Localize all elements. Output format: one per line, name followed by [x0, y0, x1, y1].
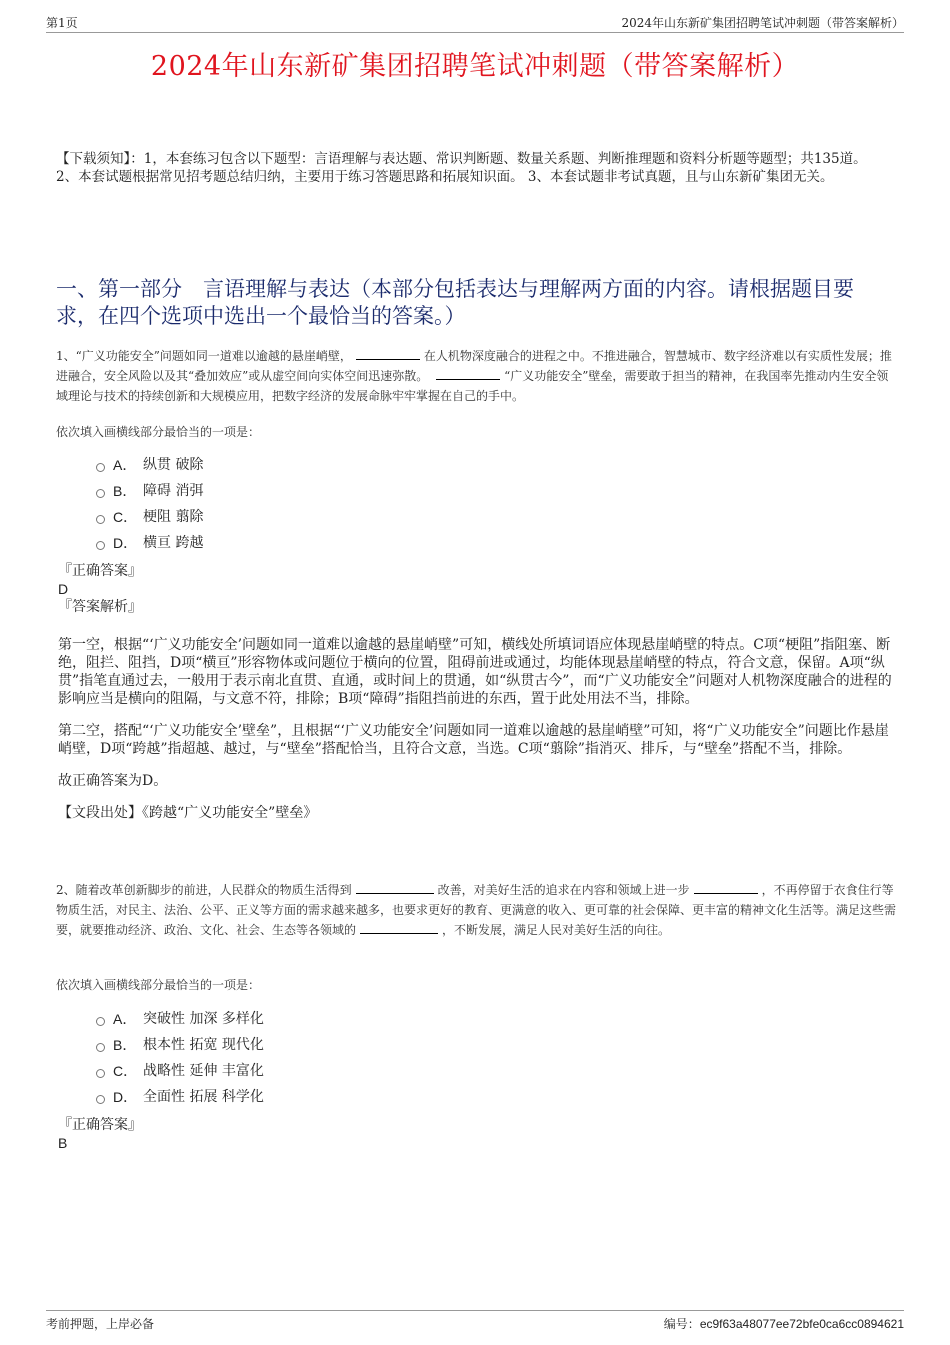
- page-footer: [46, 1310, 904, 1331]
- answer-blank: [356, 347, 420, 360]
- download-notice: 【下载须知】：1，本套练习包含以下题型：言语理解与表达题、常识判断题、数量关系题、判断推理题和资料分析题等题型；共135道。 2、本套试题根据常见招考题总结归纳，主要用于练习答题思路和拓展知识面。 3、本套试题非考试真题，且与山东新矿集团无关。: [56, 151, 867, 185]
- option-b[interactable]: B． 根本性 拓宽 现代化: [96, 1032, 264, 1058]
- radio-button[interactable]: [96, 1017, 105, 1026]
- question-2-options: [96, 1006, 264, 1110]
- correct-answer: B: [58, 1135, 68, 1151]
- analysis-label: 『答案解析』: [58, 599, 142, 615]
- header-doc-title: 2024年山东新矿集团招聘笔试冲刺题（带答案解析）: [621, 16, 904, 30]
- question-2-text: 2、随着改革创新脚步的前进，人民群众的物质生活得到 改善，对美好生活的追求在内容和领域上进一步 ，不再停留于衣食住行等物质生活，对民主、法治、公平、正义等方面的需求越来越多，也要求更好的教育、更满意的收入、更可靠的社会保障、更丰富的精神文化生活等。满足这些需要，就要推动经济、政治、文化、社会、生态等各领域的 ，不断发展，满足人民对美好生活的向往。: [56, 883, 897, 937]
- analysis-paragraph: 第二空，搭配“‘广义功能安全’壁垒”，且根据“‘广义功能安全’问题如同一道难以逾越的悬崖峭壁”可知，将“广义功能安全”问题比作悬崖峭壁，D项“跨越”指超越、越过，与“壁垒”搭配恰当，且符合文意，当选。C项“翦除”指消灭、排斥，与“壁垒”搭配不当，排除。: [58, 723, 889, 757]
- question-1-options: [96, 452, 203, 556]
- radio-button[interactable]: [96, 489, 105, 498]
- option-b[interactable]: B． 障碍 消弭: [96, 478, 203, 504]
- answer-blank: [436, 367, 500, 380]
- footer-slogan: 考前押题，上岸必备: [46, 1317, 155, 1331]
- question-1-analysis: [58, 636, 894, 836]
- question-1-answer: [58, 562, 894, 616]
- radio-button[interactable]: [96, 463, 105, 472]
- analysis-paragraph: 第一空，根据“‘广义功能安全’问题如同一道难以逾越的悬崖峭壁”可知，横线处所填词语应体现悬崖峭壁的特点。C项“梗阻”指阻塞、断绝，阻拦、阻挡，D项“横亘”形容物体或问题位于横向的位置，阻碍前进或通过，均能体现悬崖峭壁的特点，符合文意，保留。A项“纵贯”指笔直通过去，一般用于表示南北直贯、直通，或时间上的贯通，如“纵贯古今”，而“广义功能安全”问题对人机物深度融合的进程的影响应当是横向的阻隔，与文意不符，排除；B项“障碍”指阻挡前进的东西，置于此处用法不当，排除。: [58, 637, 892, 707]
- option-a[interactable]: A． 纵贯 破除: [96, 452, 203, 478]
- page-number: 第1页: [46, 16, 78, 30]
- document-title: 2024年山东新矿集团招聘笔试冲刺题（带答案解析）: [150, 51, 800, 82]
- option-c[interactable]: C． 梗阻 翦除: [96, 504, 203, 530]
- section-title: 一、第一部分 言语理解与表达（本部分包括表达与理解两方面的内容。请根据题目要求，在四个选项中选出一个最恰当的答案。）: [56, 277, 854, 328]
- correct-answer-label: 『正确答案』: [58, 1117, 142, 1133]
- option-d[interactable]: D． 横亘 跨越: [96, 530, 203, 556]
- question-2-prompt: 依次填入画横线部分最恰当的一项是：: [56, 978, 261, 992]
- analysis-paragraph: 故正确答案为D。: [58, 773, 168, 789]
- radio-button[interactable]: [96, 1043, 105, 1052]
- radio-button[interactable]: [96, 541, 105, 550]
- question-1-prompt: 依次填入画横线部分最恰当的一项是：: [56, 425, 261, 439]
- answer-blank: [356, 881, 434, 894]
- radio-button[interactable]: [96, 1069, 105, 1078]
- question-2-answer: [58, 1116, 894, 1152]
- option-c[interactable]: C． 战略性 延伸 丰富化: [96, 1058, 264, 1084]
- correct-answer-label: 『正确答案』: [58, 563, 142, 579]
- source-citation: 【文段出处】《跨越“广义功能安全”壁垒》: [58, 805, 318, 821]
- correct-answer: D: [58, 581, 69, 597]
- radio-button[interactable]: [96, 515, 105, 524]
- option-a[interactable]: A． 突破性 加深 多样化: [96, 1006, 264, 1032]
- answer-blank: [360, 921, 438, 934]
- option-d[interactable]: D． 全面性 拓展 科学化: [96, 1084, 264, 1110]
- document-code: 编号：ec9f63a48077ee72bfe0ca6cc0894621: [663, 1317, 904, 1331]
- question-1-text: 1、“广义功能安全”问题如同一道难以逾越的悬崖峭壁， 在人机物深度融合的进程之中。不推进融合，智慧城市、数字经济难以有实质性发展；推进融合，安全风险以及其“叠加效应”或从虚空间向实体空间迅速弥散。 “广义功能安全”壁垒，需要敢于担当的精神，在我国率先推动内生安全领域理论与技术的持续创新和大规模应用，把数字经济的发展命脉牢牢掌握在自己的手中。: [56, 349, 892, 403]
- page-header: [46, 14, 904, 33]
- radio-button[interactable]: [96, 1095, 105, 1104]
- answer-blank: [694, 881, 758, 894]
